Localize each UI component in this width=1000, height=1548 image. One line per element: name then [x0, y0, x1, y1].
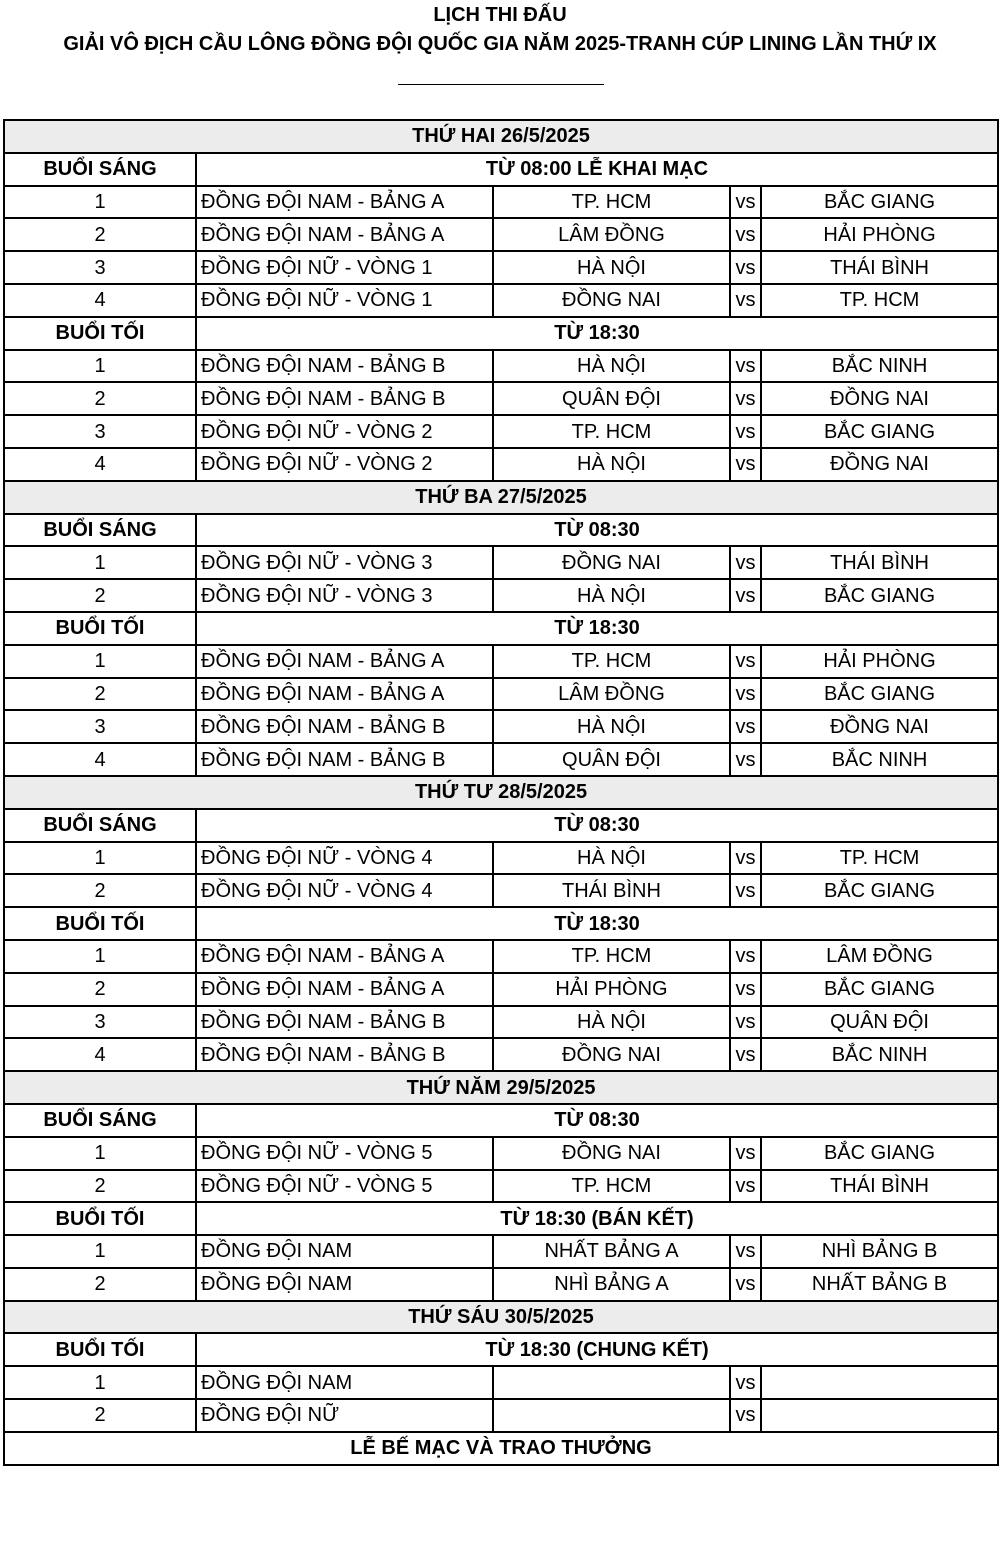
versus-label: vs: [730, 1137, 761, 1170]
team-home: HÀ NỘI: [493, 350, 730, 383]
team-away: TP. HCM: [761, 842, 998, 875]
day-header-row: [4, 1071, 998, 1104]
team-home: THÁI BÌNH: [493, 874, 730, 907]
match-row: [4, 1170, 998, 1203]
team-home: QUÂN ĐỘI: [493, 382, 730, 415]
team-home: HẢI PHÒNG: [493, 973, 730, 1006]
team-away: BẮC GIANG: [761, 415, 998, 448]
match-number: 1: [4, 1235, 196, 1268]
match-category: ĐỒNG ĐỘI NAM - BẢNG B: [196, 1006, 493, 1039]
versus-label: vs: [730, 284, 761, 317]
versus-label: vs: [730, 186, 761, 219]
match-number: 1: [4, 1366, 196, 1399]
team-away: [761, 1366, 998, 1399]
team-away: BẮC GIANG: [761, 678, 998, 711]
team-home: HÀ NỘI: [493, 1006, 730, 1039]
session-row: [4, 514, 998, 547]
session-name: BUỔI SÁNG: [4, 514, 196, 547]
match-row: [4, 1038, 998, 1071]
team-away: QUÂN ĐỘI: [761, 1006, 998, 1039]
match-number: 2: [4, 678, 196, 711]
team-home: LÂM ĐỒNG: [493, 678, 730, 711]
team-away: ĐỒNG NAI: [761, 448, 998, 481]
match-category: ĐỒNG ĐỘI NAM - BẢNG B: [196, 710, 493, 743]
team-home: TP. HCM: [493, 940, 730, 973]
match-category: ĐỒNG ĐỘI NỮ - VÒNG 1: [196, 251, 493, 284]
session-time: TỪ 18:30 (CHUNG KẾT): [196, 1333, 998, 1366]
session-row: [4, 153, 998, 186]
match-category: ĐỒNG ĐỘI NỮ - VÒNG 5: [196, 1170, 493, 1203]
team-away: [761, 1399, 998, 1432]
match-category: ĐỒNG ĐỘI NỮ - VÒNG 4: [196, 874, 493, 907]
session-row: [4, 612, 998, 645]
versus-label: vs: [730, 1170, 761, 1203]
match-category: ĐỒNG ĐỘI NỮ - VÒNG 3: [196, 546, 493, 579]
team-home: NHÌ BẢNG A: [493, 1268, 730, 1301]
team-home: HÀ NỘI: [493, 842, 730, 875]
team-home: [493, 1366, 730, 1399]
team-away: BẮC NINH: [761, 1038, 998, 1071]
match-category: ĐỒNG ĐỘI NỮ - VÒNG 5: [196, 1137, 493, 1170]
match-category: ĐỒNG ĐỘI NAM - BẢNG A: [196, 973, 493, 1006]
versus-label: vs: [730, 1006, 761, 1039]
versus-label: vs: [730, 415, 761, 448]
match-number: 1: [4, 1137, 196, 1170]
team-away: BẮC GIANG: [761, 186, 998, 219]
versus-label: vs: [730, 350, 761, 383]
versus-label: vs: [730, 743, 761, 776]
match-category: ĐỒNG ĐỘI NỮ - VÒNG 3: [196, 579, 493, 612]
versus-label: vs: [730, 218, 761, 251]
match-row: [4, 710, 998, 743]
match-number: 2: [4, 1268, 196, 1301]
team-away: BẮC GIANG: [761, 973, 998, 1006]
team-home: TP. HCM: [493, 415, 730, 448]
session-name: BUỔI TỐI: [4, 612, 196, 645]
match-row: [4, 743, 998, 776]
team-home: ĐỒNG NAI: [493, 284, 730, 317]
team-home: TP. HCM: [493, 186, 730, 219]
team-away: HẢI PHÒNG: [761, 645, 998, 678]
match-category: ĐỒNG ĐỘI NỮ - VÒNG 4: [196, 842, 493, 875]
match-number: 3: [4, 415, 196, 448]
match-row: [4, 579, 998, 612]
session-time: TỪ 08:30: [196, 809, 998, 842]
match-category: ĐỒNG ĐỘI NỮ - VÒNG 2: [196, 415, 493, 448]
day-header-row: [4, 120, 998, 153]
day-date: THỨ HAI 26/5/2025: [4, 120, 998, 153]
match-row: [4, 1268, 998, 1301]
match-category: ĐỒNG ĐỘI NAM - BẢNG A: [196, 186, 493, 219]
versus-label: vs: [730, 874, 761, 907]
team-home: TP. HCM: [493, 645, 730, 678]
match-row: [4, 973, 998, 1006]
team-away: NHÌ BẢNG B: [761, 1235, 998, 1268]
team-away: THÁI BÌNH: [761, 251, 998, 284]
match-row: [4, 1366, 998, 1399]
team-home: [493, 1399, 730, 1432]
session-time: TỪ 08:30: [196, 514, 998, 547]
versus-label: vs: [730, 645, 761, 678]
match-number: 2: [4, 874, 196, 907]
match-category: ĐỒNG ĐỘI NAM - BẢNG A: [196, 940, 493, 973]
session-name: BUỔI TỐI: [4, 1202, 196, 1235]
session-time: TỪ 18:30 (BÁN KẾT): [196, 1202, 998, 1235]
versus-label: vs: [730, 940, 761, 973]
session-name: BUỔI SÁNG: [4, 1104, 196, 1137]
match-number: 4: [4, 1038, 196, 1071]
team-away: BẮC GIANG: [761, 874, 998, 907]
match-row: [4, 1399, 998, 1432]
match-category: ĐỒNG ĐỘI NỮ - VÒNG 1: [196, 284, 493, 317]
day-date: THỨ BA 27/5/2025: [4, 481, 998, 514]
team-away: LÂM ĐỒNG: [761, 940, 998, 973]
versus-label: vs: [730, 678, 761, 711]
day-date: THỨ NĂM 29/5/2025: [4, 1071, 998, 1104]
page-title: LỊCH THI ĐẤU: [433, 4, 567, 26]
team-home: HÀ NỘI: [493, 710, 730, 743]
match-category: ĐỒNG ĐỘI NỮ: [196, 1399, 493, 1432]
team-home: ĐỒNG NAI: [493, 1038, 730, 1071]
session-row: [4, 1202, 998, 1235]
session-time: TỪ 18:30: [196, 907, 998, 940]
team-away: HẢI PHÒNG: [761, 218, 998, 251]
session-name: BUỔI TỐI: [4, 1333, 196, 1366]
match-row: [4, 1006, 998, 1039]
team-away: ĐỒNG NAI: [761, 710, 998, 743]
session-row: [4, 1333, 998, 1366]
session-name: BUỔI SÁNG: [4, 809, 196, 842]
match-category: ĐỒNG ĐỘI NAM: [196, 1268, 493, 1301]
versus-label: vs: [730, 842, 761, 875]
team-away: TP. HCM: [761, 284, 998, 317]
versus-label: vs: [730, 579, 761, 612]
versus-label: vs: [730, 1038, 761, 1071]
title-underline: [398, 84, 604, 85]
team-home: ĐỒNG NAI: [493, 546, 730, 579]
versus-label: vs: [730, 1366, 761, 1399]
match-row: [4, 218, 998, 251]
match-row: [4, 186, 998, 219]
match-row: [4, 448, 998, 481]
match-row: [4, 382, 998, 415]
match-row: [4, 546, 998, 579]
match-category: ĐỒNG ĐỘI NAM - BẢNG A: [196, 218, 493, 251]
match-number: 2: [4, 382, 196, 415]
match-number: 1: [4, 645, 196, 678]
match-row: [4, 284, 998, 317]
match-number: 4: [4, 743, 196, 776]
match-row: [4, 350, 998, 383]
session-time: TỪ 08:00 LỄ KHAI MẠC: [196, 153, 998, 186]
team-home: LÂM ĐỒNG: [493, 218, 730, 251]
match-category: ĐỒNG ĐỘI NAM - BẢNG B: [196, 382, 493, 415]
versus-label: vs: [730, 1268, 761, 1301]
team-away: BẮC NINH: [761, 350, 998, 383]
match-row: [4, 842, 998, 875]
match-category: ĐỒNG ĐỘI NAM: [196, 1235, 493, 1268]
match-row: [4, 415, 998, 448]
team-away: BẮC GIANG: [761, 1137, 998, 1170]
session-row: [4, 809, 998, 842]
session-row: [4, 317, 998, 350]
team-home: HÀ NỘI: [493, 251, 730, 284]
match-number: 1: [4, 842, 196, 875]
session-time: TỪ 18:30: [196, 317, 998, 350]
team-home: ĐỒNG NAI: [493, 1137, 730, 1170]
team-home: TP. HCM: [493, 1170, 730, 1203]
day-date: THỨ SÁU 30/5/2025: [4, 1301, 998, 1334]
match-row: [4, 1235, 998, 1268]
match-row: [4, 678, 998, 711]
match-category: ĐỒNG ĐỘI NỮ - VÒNG 2: [196, 448, 493, 481]
match-number: 2: [4, 1170, 196, 1203]
team-away: THÁI BÌNH: [761, 1170, 998, 1203]
match-row: [4, 940, 998, 973]
session-time: TỪ 08:30: [196, 1104, 998, 1137]
session-row: [4, 907, 998, 940]
session-row: [4, 1104, 998, 1137]
team-away: THÁI BÌNH: [761, 546, 998, 579]
team-away: BẮC NINH: [761, 743, 998, 776]
session-time: TỪ 18:30: [196, 612, 998, 645]
versus-label: vs: [730, 382, 761, 415]
match-row: [4, 874, 998, 907]
team-away: ĐỒNG NAI: [761, 382, 998, 415]
versus-label: vs: [730, 251, 761, 284]
match-number: 2: [4, 218, 196, 251]
match-category: ĐỒNG ĐỘI NAM - BẢNG B: [196, 350, 493, 383]
versus-label: vs: [730, 710, 761, 743]
match-category: ĐỒNG ĐỘI NAM - BẢNG B: [196, 743, 493, 776]
versus-label: vs: [730, 1399, 761, 1432]
versus-label: vs: [730, 1235, 761, 1268]
match-row: [4, 645, 998, 678]
match-row: [4, 1137, 998, 1170]
versus-label: vs: [730, 973, 761, 1006]
match-number: 1: [4, 186, 196, 219]
day-header-row: [4, 1301, 998, 1334]
match-number: 1: [4, 546, 196, 579]
session-name: BUỔI SÁNG: [4, 153, 196, 186]
team-home: NHẤT BẢNG A: [493, 1235, 730, 1268]
day-date: THỨ TƯ 28/5/2025: [4, 776, 998, 809]
match-number: 3: [4, 710, 196, 743]
match-number: 2: [4, 973, 196, 1006]
closing-row: [4, 1432, 998, 1465]
match-category: ĐỒNG ĐỘI NAM: [196, 1366, 493, 1399]
team-away: BẮC GIANG: [761, 579, 998, 612]
session-name: BUỔI TỐI: [4, 907, 196, 940]
schedule-body: [4, 120, 998, 1465]
match-number: 4: [4, 284, 196, 317]
versus-label: vs: [730, 546, 761, 579]
match-number: 2: [4, 579, 196, 612]
match-number: 1: [4, 940, 196, 973]
match-number: 1: [4, 350, 196, 383]
match-number: 3: [4, 251, 196, 284]
page-subtitle: GIẢI VÔ ĐỊCH CẦU LÔNG ĐỒNG ĐỘI QUỐC GIA NĂM 2025-TRANH CÚP LINING LẦN THỨ IX: [63, 33, 937, 55]
team-away: NHẤT BẢNG B: [761, 1268, 998, 1301]
match-category: ĐỒNG ĐỘI NAM - BẢNG A: [196, 645, 493, 678]
schedule-table: [3, 119, 999, 1466]
team-home: QUÂN ĐỘI: [493, 743, 730, 776]
day-header-row: [4, 776, 998, 809]
match-number: 3: [4, 1006, 196, 1039]
match-row: [4, 251, 998, 284]
team-home: HÀ NỘI: [493, 448, 730, 481]
match-category: ĐỒNG ĐỘI NAM - BẢNG B: [196, 1038, 493, 1071]
team-home: HÀ NỘI: [493, 579, 730, 612]
match-number: 4: [4, 448, 196, 481]
match-number: 2: [4, 1399, 196, 1432]
session-name: BUỔI TỐI: [4, 317, 196, 350]
match-category: ĐỒNG ĐỘI NAM - BẢNG A: [196, 678, 493, 711]
versus-label: vs: [730, 448, 761, 481]
closing-ceremony: LỄ BẾ MẠC VÀ TRAO THƯỞNG: [4, 1432, 998, 1465]
day-header-row: [4, 481, 998, 514]
